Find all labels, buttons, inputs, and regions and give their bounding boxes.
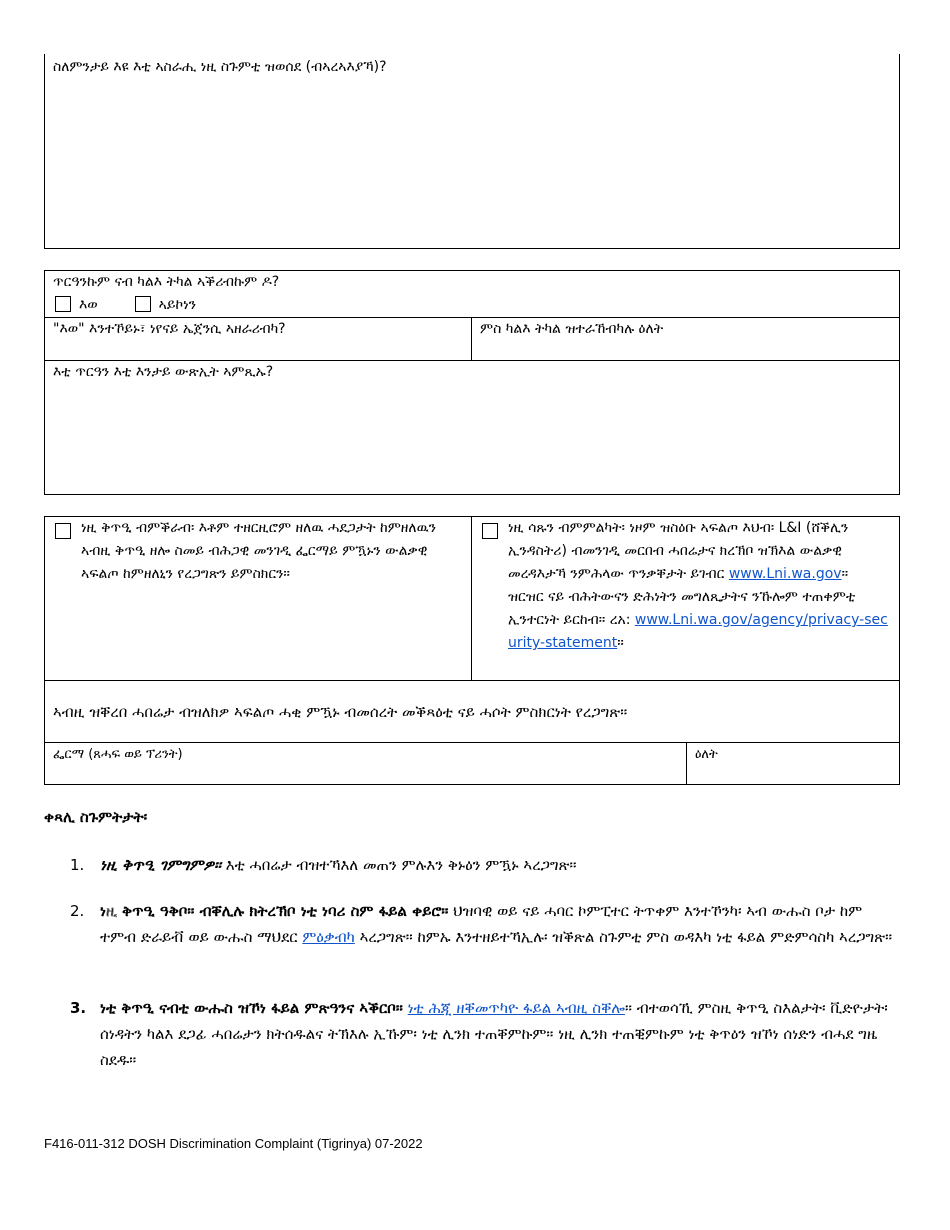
agency-field[interactable] [45,318,472,360]
step-2-number: 2. [70,902,85,920]
step-2 [70,898,900,950]
step-1 [70,852,900,878]
upload-link[interactable]: ነቲ ሕጂ ዘቐመጥካዮ ፋይል ኣብዚ ስቐሎ [407,999,625,1017]
form-footer: F416-011-312 DOSH Discrimination Complaint (Tigrinya) 07-2022 [44,1136,423,1151]
step-3 [70,995,900,1073]
outcome-field[interactable] [45,361,899,494]
yes-label: እወ [79,297,98,313]
other-agency-question: ጥርዓንኩም ናብ ካልእ ትካል ኣቕሪብኩም ዶ? [53,274,280,290]
privacy-checkbox[interactable] [482,523,498,539]
complaint-reason-box[interactable] [44,54,900,249]
yes-checkbox[interactable] [55,296,71,312]
step-2-text-b: ኣረጋግጽ። ከምኡ እንተዘይተኻኢሉ፡ ዝቕጽል ስጉምቲ ምስ ወዳእካ ነቲ ፋይል ምድምሳስካ ኣረጋግጽ። [354,928,893,946]
no-checkbox[interactable] [135,296,151,312]
step-1-text: እቲ ሓበሬታ ብዝተኻእለ መጠን ምሉእን ቅኑዕን ምዃኑ ኣረጋግጽ። [221,856,577,874]
step-2-text-a: ህዝባዊ ወይ ናይ ሓባር ኮምፒተር ትጥቀም እንተኾንካ፡ ኣብ ውሑስ ቦታ ከም ተምብ ድራይቭ ወይ ውሑስ ማህደር [100,902,863,946]
penalty-checkbox[interactable] [55,523,71,539]
complaint-reason-question: ስለምንታይ እዩ እቲ ኣስራሒ ነዚ ስጉምቲ ዝወሰደ (ብኣረኣእያኻ)? [53,59,387,75]
outcome-question: እቲ ጥርዓን እቲ እንታይ ውጽኢት ኣምጺኡ? [53,364,274,380]
step-1-number: 1. [70,856,85,874]
step-3-number: 3. [70,999,87,1017]
signature-date-field[interactable] [687,743,899,784]
signature-field[interactable] [45,743,687,784]
lni-link[interactable]: www.Lni.wa.gov [728,566,842,582]
privacy-text-2: ። ዝርዝር ናይ ብሕትውናን ድሕነትን መግለጺታትና ንኹሎም ተጠቀምቲ ኢንተርነት ይርከብ። ረአ: [508,566,856,628]
signature-date-label: ዕለት [695,747,718,762]
step-2-heading: ነዚ ቅጥዒ ዓቅቦ። ብቐሊሉ ክትረኽቦ ነቲ ነባሪ ስም ፋይል ቀይሮ። [100,902,449,920]
step-1-heading: ነዚ ቅጥዒ ገምግምዎ። [100,856,221,874]
save-link[interactable]: ምዕቃብካ [302,928,355,946]
signature-label: ፌርማ (ጸሓፍ ወይ ፕሪንት) [53,747,183,762]
privacy-statement [508,517,888,655]
other-agency-section [44,270,900,495]
privacy-text-3: ። [617,635,624,651]
privacy-text-1: ነዚ ሳጹን ብምምልካት፡ ነዞም ዝስዕቡ ኣፍልጦ እህብ፡ L&I (ሸቕሊን ኢንዳስትሪ) ብመንገዲ መርበብ ሓበሬታና ክረኽቦ ዝኽእል ውልቃዊ መረዳእታኻ ንምሕላው ጥንቃቐታት ይገብር [508,520,849,582]
penalty-statement: ነዚ ቅጥዒ ብምቕራብ፡ እቶም ተዘርዚሮም ዘለዉ ሓደጋታት ከምዘለዉን ኣብዚ ቅጥዒ ዘሎ ስመይ ብሕጋዊ መንገዲ ፌርማይ ምዃኑን ውልቃዊ ኣፍልጦ ከምዘለኒን የረጋግጽን ይምስክርን። [81,520,437,582]
consent-right-cell [472,517,899,680]
consent-section [44,516,900,785]
no-label: ኣይኮነን [158,297,197,313]
step-3-heading: ነቲ ቅጥዒ ናብቲ ውሑስ ዝኾነ ፋይል ምጽዓንና ኣቕርቦ። [100,999,403,1017]
agency-question: "እወ" እንተኾይኑ፣ ነየናይ ኤጀንሲ ኣዘራሪብካ? [53,321,286,337]
contact-date-label: ምስ ካልእ ትካል ዝተራኸብካሉ ዕለት [480,321,664,337]
contact-date-field[interactable] [472,318,899,360]
next-steps-title: ቀጻሊ ስጉምትታት፡ [44,808,148,826]
consent-left-cell [45,517,472,680]
certification-statement: ኣብዚ ዝቐረበ ሓበሬታ ብዝለክዎ ኣፍልጦ ሓቂ ምዃኑ ብመሰረት መቕጻዕቲ ናይ ሓሶት ምስክርነት የረጋግጽ። [53,703,628,721]
privacy-security-link[interactable]: www.Lni.wa.gov/agency/privacy-security-statement [508,612,888,651]
step-3-text: ። ብተወሳኺ ምስዚ ቅጥዒ ስእልታት፡ ቪድዮታት፡ ሰነዳትን ካልእ ደጋፊ ሓበሬታን ክትሰዱልና ትኽእሉ ኢኹም፡ ነቲ ሊንክ ተጠቐምኩም። ነዚ ሊንክ ተጠቒምኩም ነቲ ቅጥዕን ዝኾነ ሰነድን ብሓደ ግዜ ስደዱ። [100,999,888,1069]
